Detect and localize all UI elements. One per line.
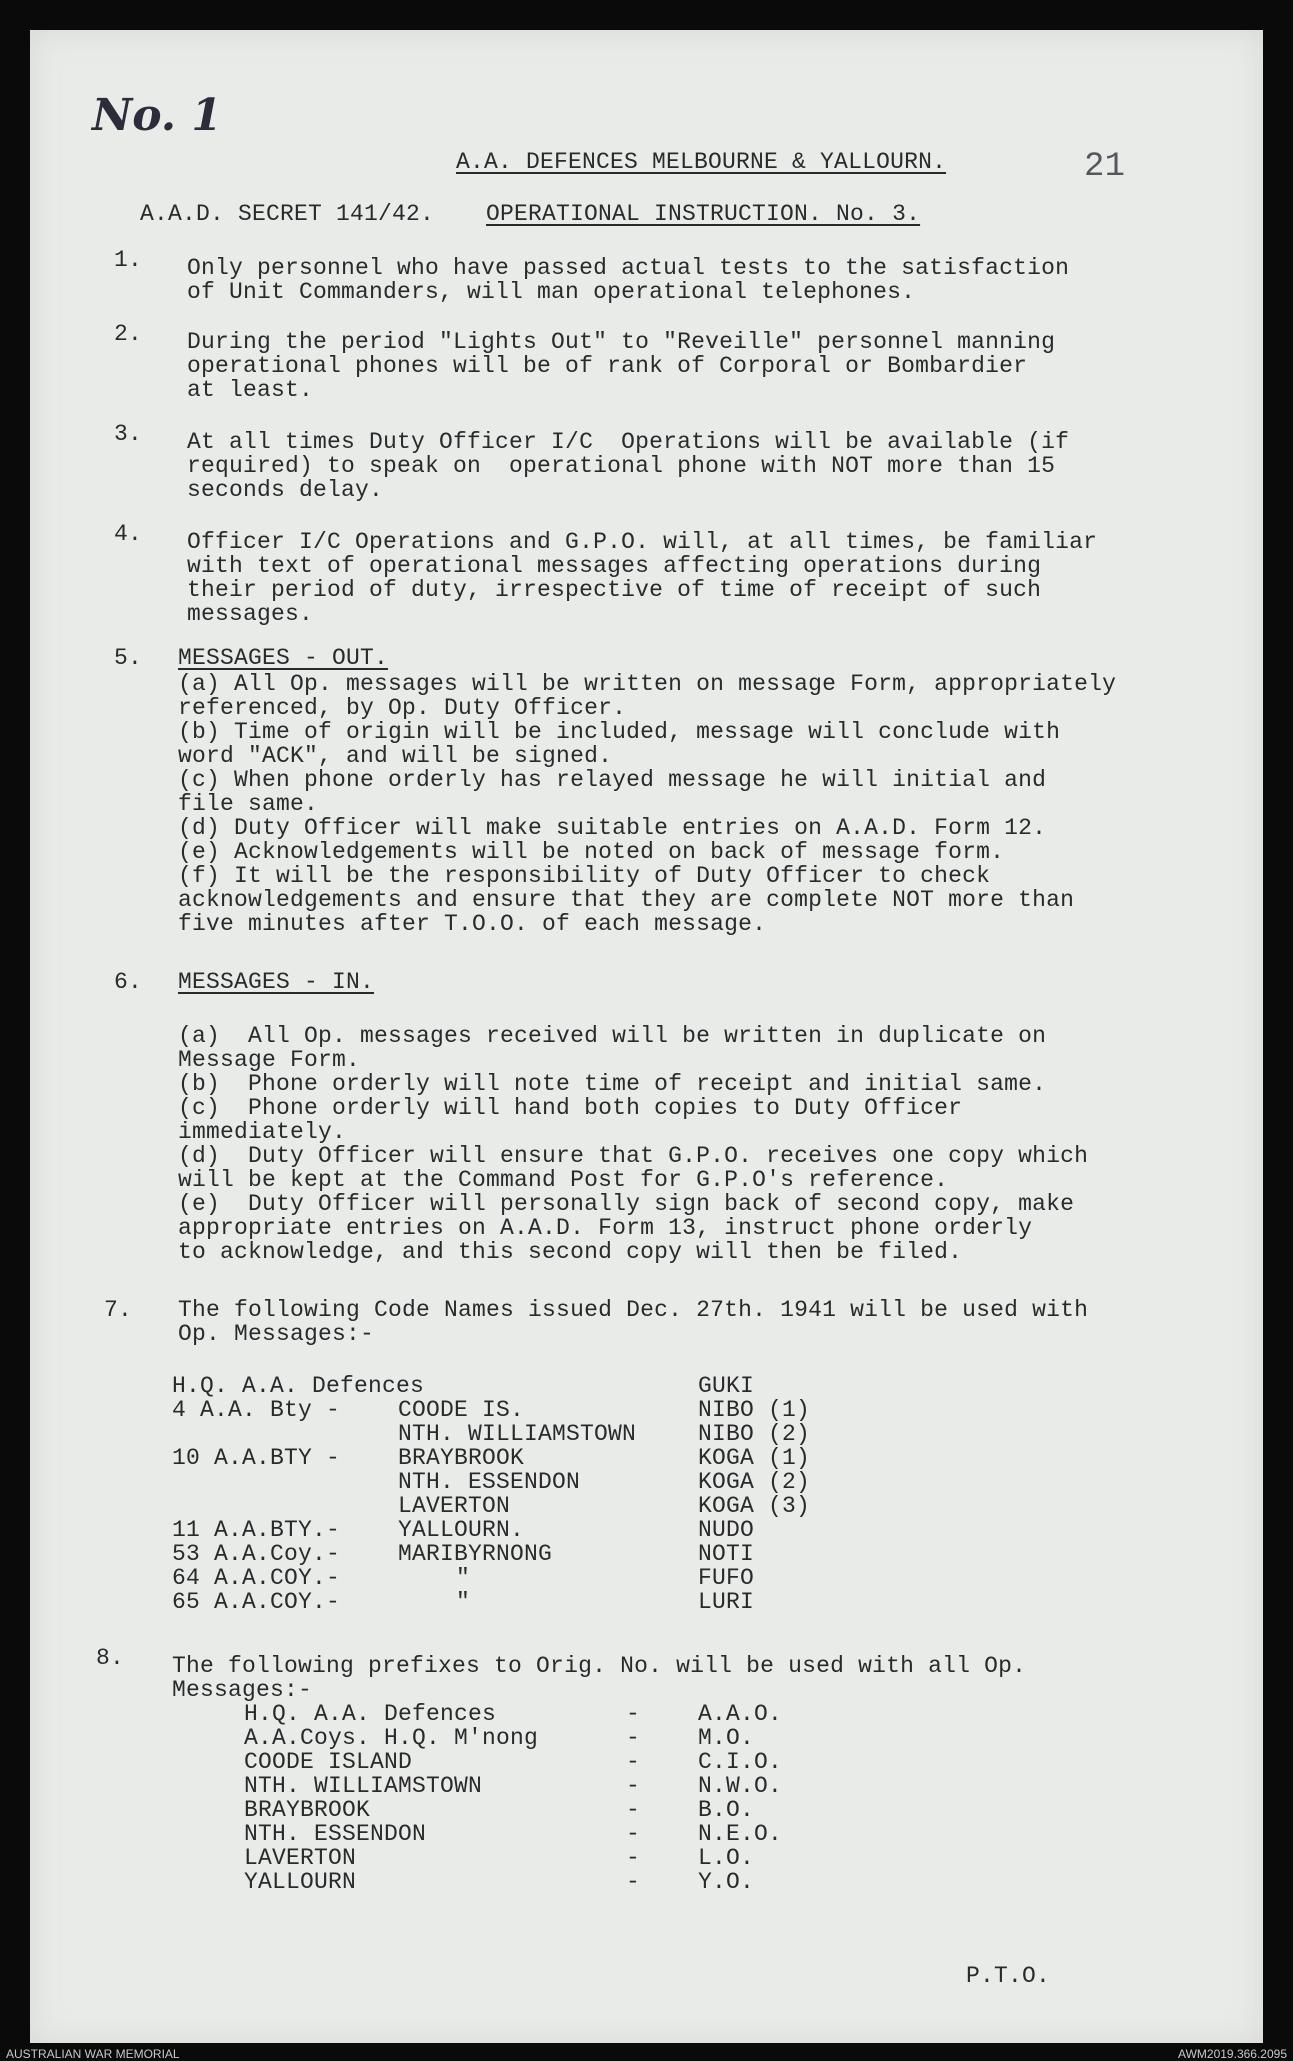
para-6-number: 6. — [114, 969, 143, 995]
code-row-code: KOGA (2) — [698, 1469, 811, 1495]
para-1-number: 1. — [114, 247, 143, 273]
para-5-line: (e) Acknowledgements will be noted on back of message form. — [178, 839, 1005, 865]
para-6-line: will be kept at the Command Post for G.P.O's reference. — [178, 1167, 949, 1193]
para-6-line: immediately. — [178, 1119, 347, 1145]
code-row-site: BRAYBROOK — [398, 1445, 525, 1471]
para-5-line: word "ACK", and will be signed. — [178, 743, 613, 769]
para-5-heading: MESSAGES - OUT. — [178, 645, 389, 671]
prefix-row-name: NTH. ESSENDON — [244, 1821, 427, 1847]
para-8-line: The following prefixes to Orig. No. will be used with all Op. — [172, 1653, 1027, 1679]
para-5-line: (c) When phone orderly has relayed message he will initial and — [178, 767, 1047, 793]
para-5-line: (a) All Op. messages will be written on message Form, appropriately — [178, 671, 1117, 697]
code-row-site: MARIBYRNONG — [398, 1541, 553, 1567]
document-heading: A.A. DEFENCES MELBOURNE & YALLOURN. — [456, 149, 947, 175]
code-row-site: LAVERTON — [398, 1493, 511, 1519]
para-1-line: Only personnel who have passed actual tests to the satisfaction — [187, 255, 1070, 281]
para-6-line: (d) Duty Officer will ensure that G.P.O. receives one copy which — [178, 1143, 1089, 1169]
prefix-row-dash: - — [626, 1797, 641, 1823]
para-2-line: at least. — [187, 377, 314, 403]
code-row-unit: H.Q. A.A. Defences — [172, 1373, 425, 1399]
prefix-row-prefix: M.O. — [698, 1725, 755, 1751]
prefix-row-name: YALLOURN — [244, 1869, 357, 1895]
footer-credit: AUSTRALIAN WAR MEMORIAL — [6, 2047, 180, 2061]
folio-number: 21 — [1084, 148, 1126, 186]
para-6-line: to acknowledge, and this second copy will then be filed. — [178, 1239, 963, 1265]
para-2-line: During the period "Lights Out" to "Reveille" personnel manning — [187, 329, 1056, 355]
prefix-row-prefix: L.O. — [698, 1845, 755, 1871]
prefix-row-prefix: A.A.O. — [698, 1701, 783, 1727]
prefix-row-dash: - — [626, 1869, 641, 1895]
code-row-site: " — [456, 1589, 471, 1615]
para-7-line: Op. Messages:- — [178, 1321, 375, 1347]
para-6-line: (b) Phone orderly will note time of receipt and initial same. — [178, 1071, 1047, 1097]
prefix-row-dash: - — [626, 1725, 641, 1751]
prefix-row-prefix: B.O. — [698, 1797, 755, 1823]
para-6-line: appropriate entries on A.A.D. Form 13, instruct phone orderly — [178, 1215, 1033, 1241]
code-row-code: KOGA (3) — [698, 1493, 811, 1519]
prefix-row-name: H.Q. A.A. Defences — [244, 1701, 497, 1727]
para-5-number: 5. — [114, 645, 143, 671]
para-5-line: acknowledgements and ensure that they are complete NOT more than — [178, 887, 1075, 913]
para-6-line: (c) Phone orderly will hand both copies to Duty Officer — [178, 1095, 963, 1121]
para-4-line: with text of operational messages affecting operations during — [187, 553, 1042, 579]
code-row-code: NOTI — [698, 1541, 755, 1567]
para-4-line: messages. — [187, 601, 314, 627]
para-4-number: 4. — [114, 521, 143, 547]
code-row-code: NIBO (2) — [698, 1421, 811, 1447]
code-row-code: KOGA (1) — [698, 1445, 811, 1471]
para-3-number: 3. — [114, 421, 143, 447]
para-7-number: 7. — [104, 1297, 133, 1323]
para-6-line: (a) All Op. messages received will be written in duplicate on — [178, 1023, 1047, 1049]
prefix-row-name: BRAYBROOK — [244, 1797, 371, 1823]
code-row-site: YALLOURN. — [398, 1517, 525, 1543]
code-row-site: NTH. WILLIAMSTOWN — [398, 1421, 637, 1447]
code-row-unit: 11 A.A.BTY.- — [172, 1517, 341, 1543]
para-3-line: At all times Duty Officer I/C Operations will be available (if — [187, 429, 1070, 455]
code-row-code: NIBO (1) — [698, 1397, 811, 1423]
code-row-site: NTH. ESSENDON — [398, 1469, 581, 1495]
prefix-row-dash: - — [626, 1821, 641, 1847]
prefix-row-prefix: C.I.O. — [698, 1749, 783, 1775]
para-5-line: (b) Time of origin will be included, message will conclude with — [178, 719, 1061, 745]
para-5-line: five minutes after T.O.O. of each message. — [178, 911, 767, 937]
code-row-site: " — [456, 1565, 471, 1591]
para-5-line: referenced, by Op. Duty Officer. — [178, 695, 627, 721]
code-row-code: FUFO — [698, 1565, 755, 1591]
para-6-line: Message Form. — [178, 1047, 361, 1073]
prefix-row-prefix: Y.O. — [698, 1869, 755, 1895]
para-5-line: (f) It will be the responsibility of Duty Officer to check — [178, 863, 991, 889]
footer-accession-number: AWM2019.366.2095 — [1178, 2047, 1287, 2061]
para-5-line: (d) Duty Officer will make suitable entries on A.A.D. Form 12. — [178, 815, 1047, 841]
prefix-row-dash: - — [626, 1773, 641, 1799]
para-2-line: operational phones will be of rank of Corporal or Bombardier — [187, 353, 1028, 379]
prefix-row-prefix: N.E.O. — [698, 1821, 783, 1847]
pto-note: P.T.O. — [966, 1963, 1051, 1989]
prefix-row-dash: - — [626, 1749, 641, 1775]
document-reference: A.A.D. SECRET 141/42. — [140, 201, 435, 227]
code-row-site: COODE IS. — [398, 1397, 525, 1423]
prefix-row-dash: - — [626, 1845, 641, 1871]
para-4-line: Officer I/C Operations and G.P.O. will, at all times, be familiar — [187, 529, 1098, 555]
prefix-row-name: COODE ISLAND — [244, 1749, 413, 1775]
code-row-unit: 4 A.A. Bty - — [172, 1397, 341, 1423]
code-row-code: NUDO — [698, 1517, 755, 1543]
prefix-row-dash: - — [626, 1701, 641, 1727]
handwritten-number: No. 1 — [92, 90, 223, 141]
para-8-line: Messages:- — [172, 1677, 313, 1703]
para-1-line: of Unit Commanders, will man operational telephones. — [187, 279, 916, 305]
code-row-code: GUKI — [698, 1373, 755, 1399]
code-row-unit: 65 A.A.COY.- — [172, 1589, 341, 1615]
code-row-unit: 10 A.A.BTY - — [172, 1445, 341, 1471]
prefix-row-name: A.A.Coys. H.Q. M'nong — [244, 1725, 539, 1751]
code-row-unit: 53 A.A.Coy.- — [172, 1541, 341, 1567]
para-2-number: 2. — [114, 321, 143, 347]
prefix-row-name: NTH. WILLIAMSTOWN — [244, 1773, 483, 1799]
code-row-code: LURI — [698, 1589, 755, 1615]
para-3-line: required) to speak on operational phone with NOT more than 15 — [187, 453, 1056, 479]
para-6-line: (e) Duty Officer will personally sign back of second copy, make — [178, 1191, 1075, 1217]
para-3-line: seconds delay. — [187, 477, 384, 503]
prefix-row-name: LAVERTON — [244, 1845, 357, 1871]
document-sheet — [30, 30, 1263, 2043]
para-5-line: file same. — [178, 791, 319, 817]
code-row-unit: 64 A.A.COY.- — [172, 1565, 341, 1591]
para-4-line: their period of duty, irrespective of time of receipt of such — [187, 577, 1042, 603]
para-6-heading: MESSAGES - IN. — [178, 969, 375, 995]
para-7-line: The following Code Names issued Dec. 27th. 1941 will be used with — [178, 1297, 1089, 1323]
prefix-row-prefix: N.W.O. — [698, 1773, 783, 1799]
para-8-number: 8. — [96, 1645, 125, 1671]
document-title: OPERATIONAL INSTRUCTION. No. 3. — [486, 201, 921, 227]
